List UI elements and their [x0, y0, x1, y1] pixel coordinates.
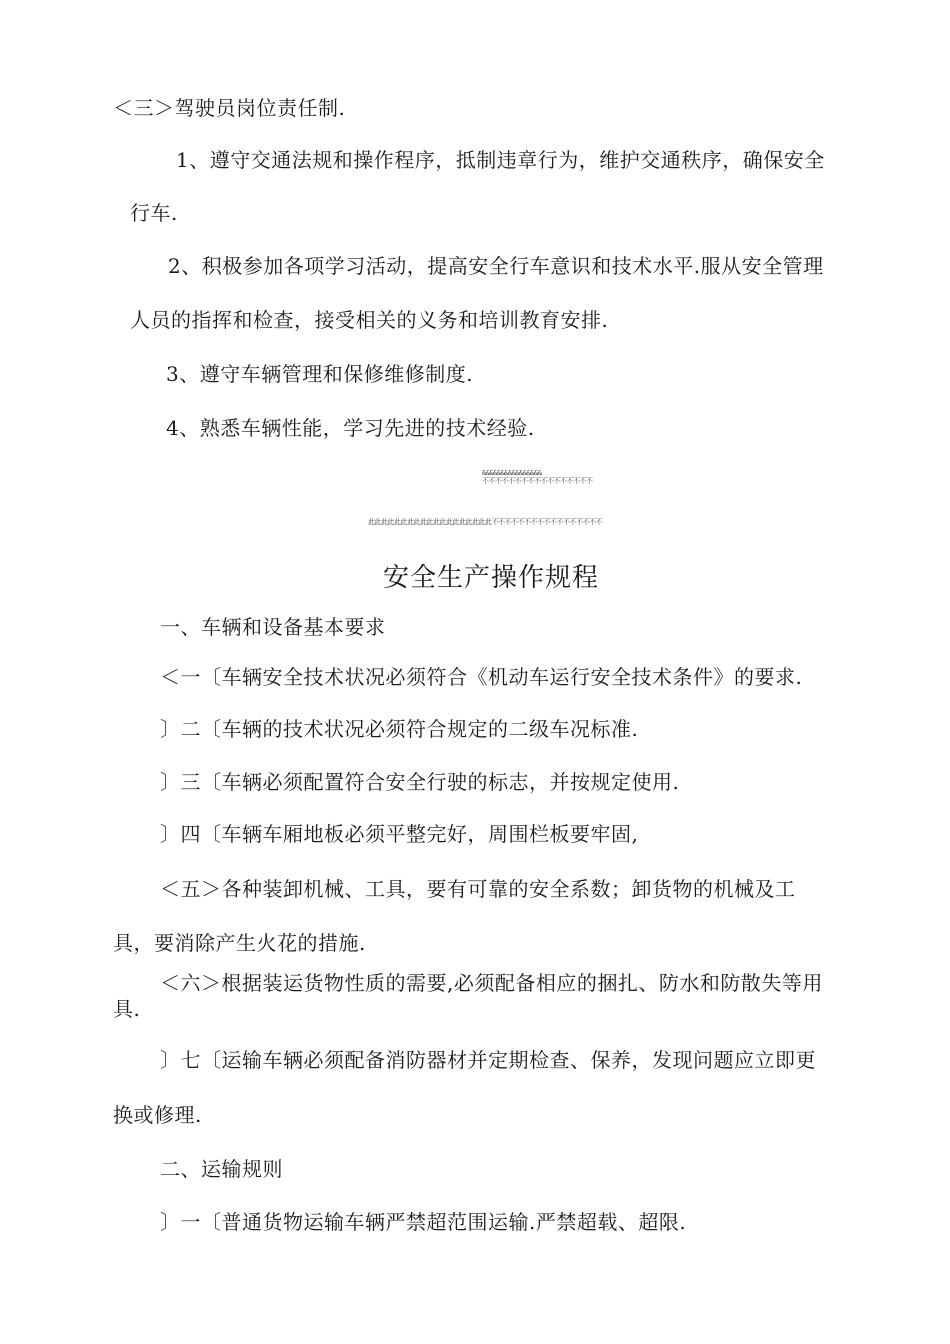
duty-paragraph-1: 1、遵守交通法规和操作程序，抵制违章行为，维护交通秩序，确保安全 — [176, 148, 825, 172]
part2-heading: 二、运输规则 — [160, 1157, 283, 1181]
requirement-item-6: ＜六＞根据装运货物性质的需要,必须配备相应的捆扎、防水和防散失等用 — [160, 971, 823, 995]
separator-line-2: 不不不不不不不不不不不不不不不不不 — [482, 477, 593, 485]
requirement-item-5: ＜五＞各种装卸机械、工具，要有可靠的安全系数；卸货物的机械及工 — [160, 877, 796, 901]
requirement-item-5-cont: 具，要消除产生火花的措施. — [113, 931, 366, 955]
separator-line-3: 此此此此此此此此此此此此此此此此此此此不不不不不不不不不不不不不不不不不 — [368, 518, 602, 526]
part1-heading: 一、车辆和设备基本要求 — [160, 615, 386, 639]
transport-rule-item-1: 〕一〔普通货物运输车辆严禁超范围运输.严禁超载、超限. — [160, 1210, 687, 1234]
section-header: ＜三＞驾驶员岗位责任制. — [113, 96, 346, 120]
duty-paragraph-3: 3、遵守车辆管理和保修维修制度. — [166, 362, 474, 386]
duty-paragraph-1-cont: 行车. — [130, 201, 178, 225]
requirement-item-4: 〕四〔车辆车厢地板必须平整完好，周围栏板要牢固, — [160, 822, 639, 846]
duty-paragraph-4: 4、熟悉车辆性能，学习先进的技术经验. — [166, 416, 535, 440]
requirement-item-6-cont: 具. — [113, 997, 141, 1021]
requirement-item-2: 〕二〔车辆的技术状况必须符合规定的二级车况标准. — [160, 717, 639, 741]
requirement-item-1: ＜一〔车辆安全技术状况必须符合《机动车运行安全技术条件》的要求. — [160, 665, 803, 689]
duty-paragraph-2: 2、积极参加各项学习活动，提高安全行车意识和技术水平.服从安全管理 — [168, 254, 824, 278]
separator-line-1: &&&&&&&&&&&&&&&& — [482, 469, 542, 477]
duty-paragraph-2-cont: 人员的指挥和检查，接受相关的义务和培训教育安排. — [130, 308, 609, 332]
requirement-item-3: 〕三〔车辆必须配置符合安全行驶的标志，并按规定使用. — [160, 770, 680, 794]
requirement-item-7-cont: 换或修理. — [113, 1103, 202, 1127]
requirement-item-7: 〕七〔运输车辆必须配备消防器材并定期检查、保养，发现问题应立即更 — [160, 1048, 816, 1072]
page-title: 安全生产操作规程 — [383, 563, 600, 593]
